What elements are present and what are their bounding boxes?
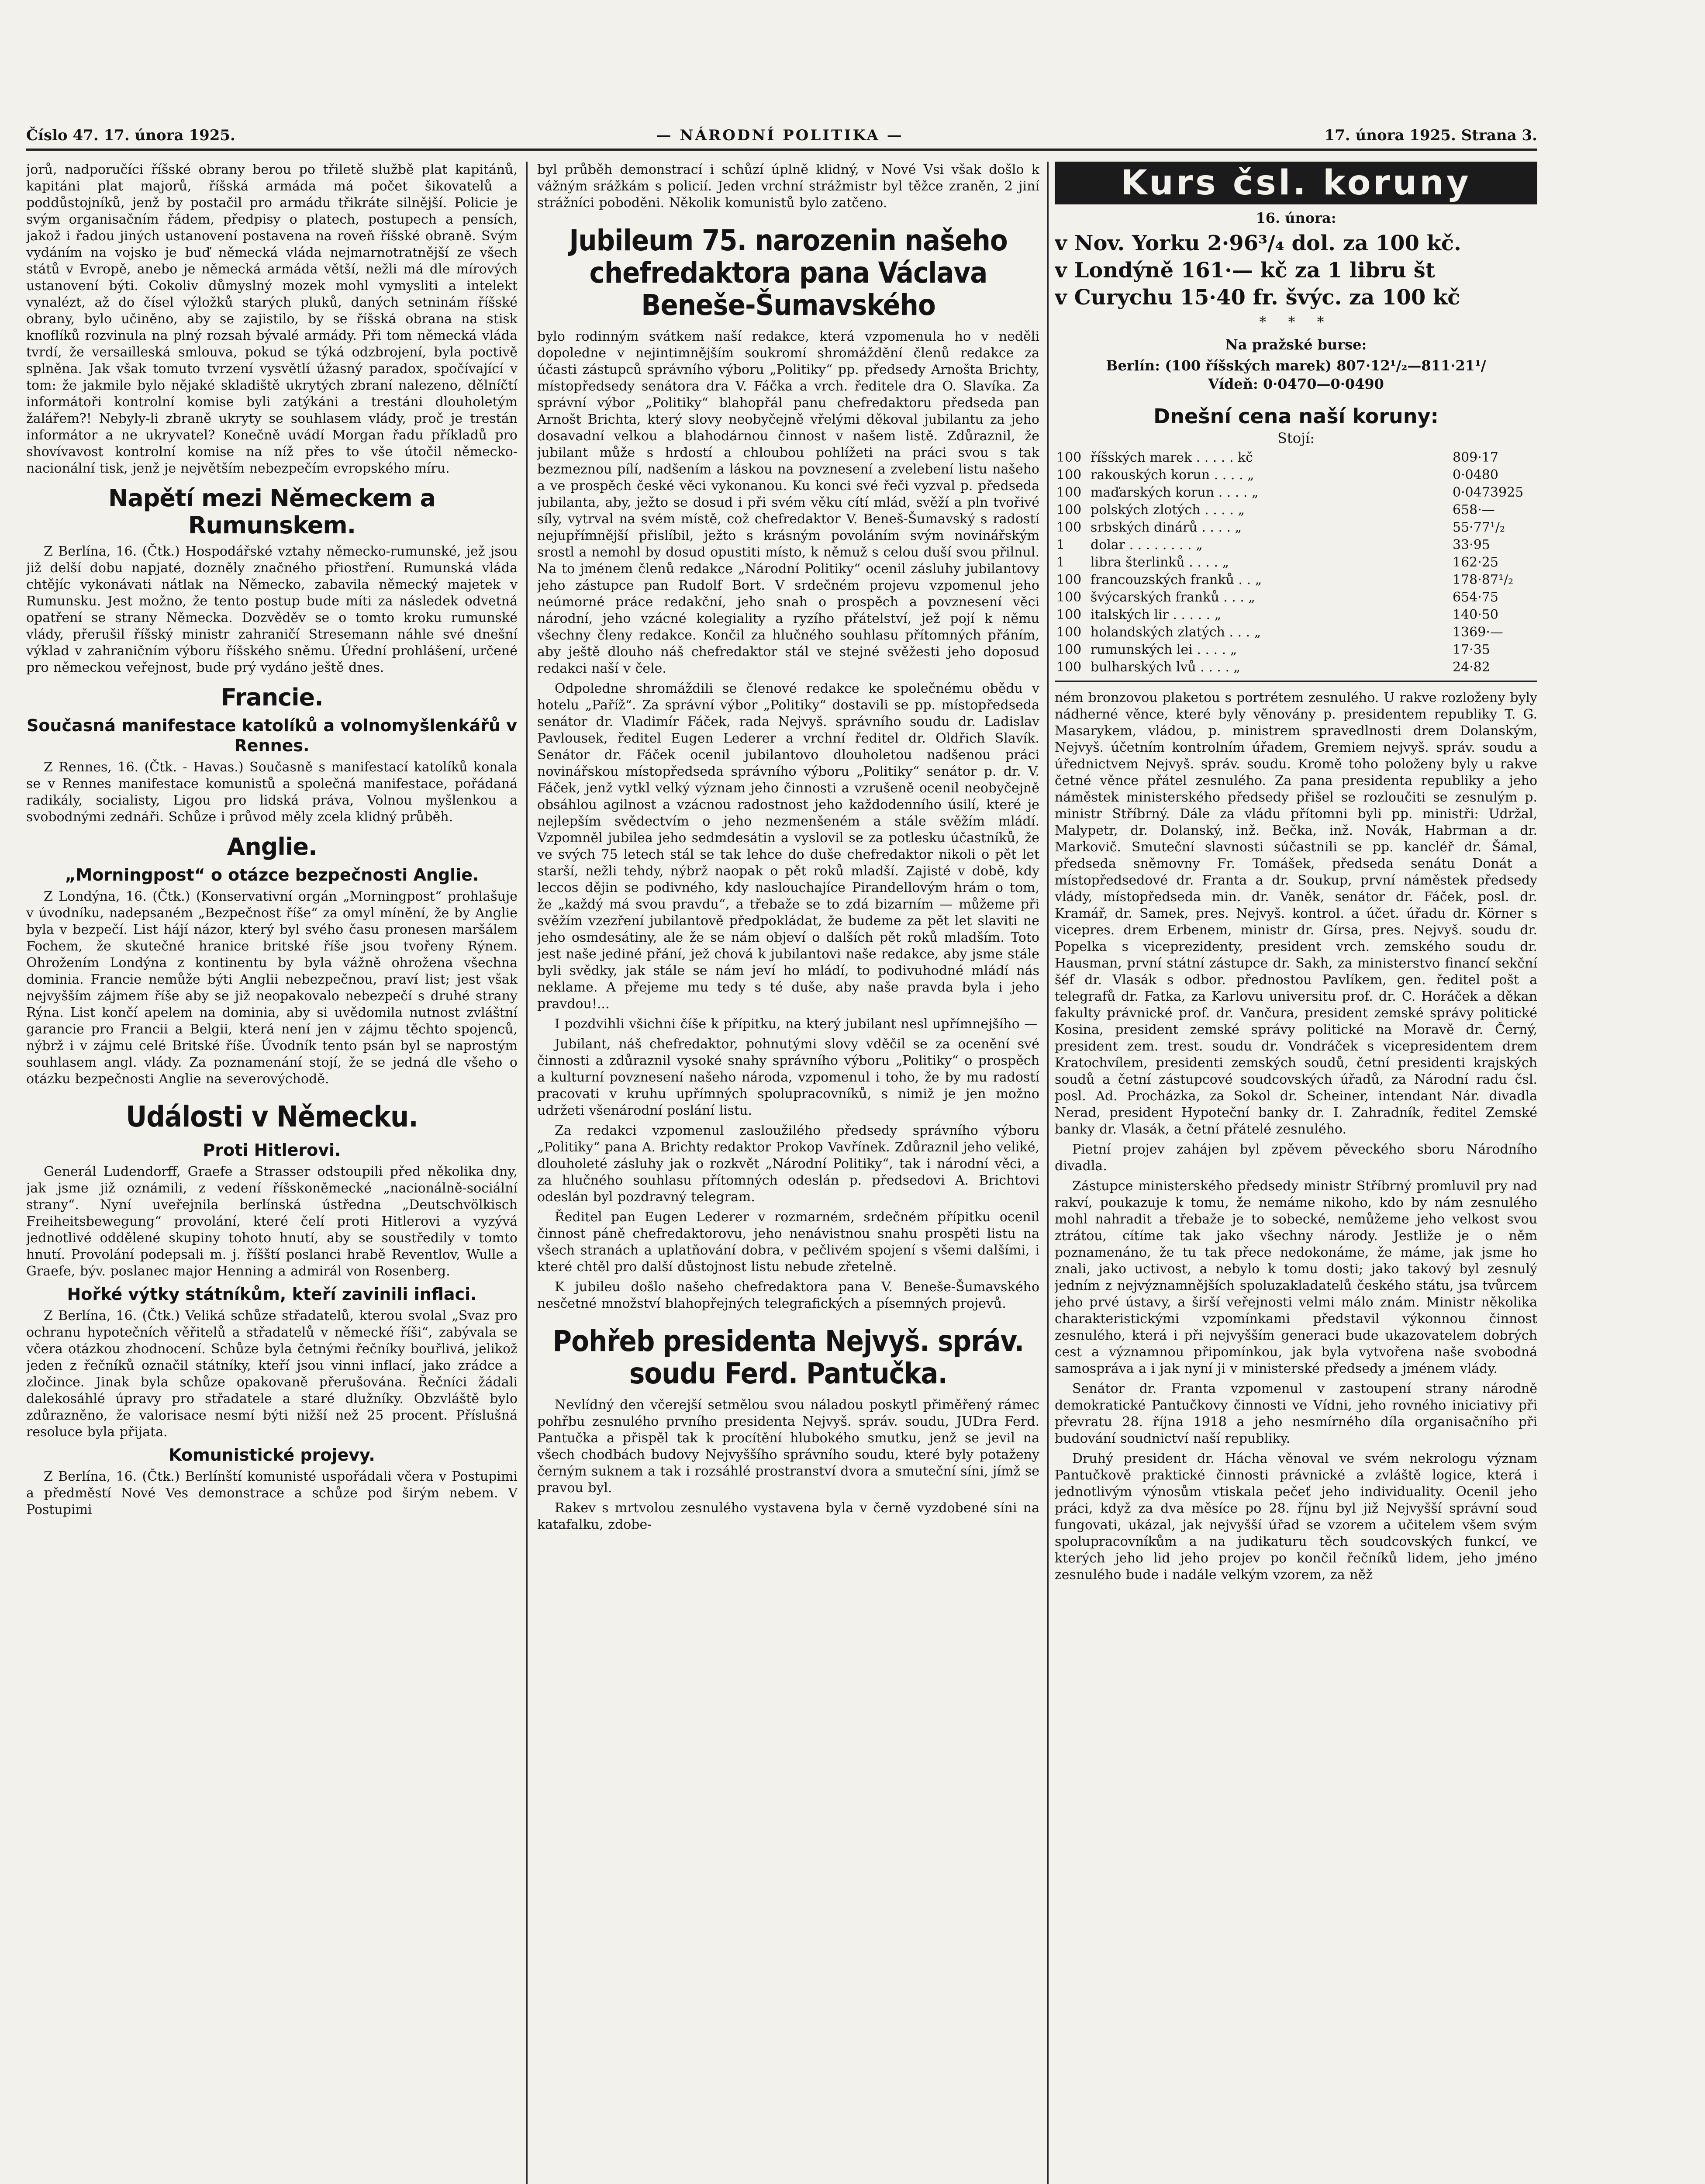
burse-berlin: Berlín: (100 říšských marek) 807·12¹/₂—811·21¹/ bbox=[1106, 357, 1486, 374]
table-row bbox=[1055, 554, 1537, 571]
currency-value: 0·0473925 bbox=[1453, 485, 1524, 500]
currency-name: italských lir . . . . . „ bbox=[1091, 607, 1222, 622]
table-row bbox=[1055, 659, 1537, 676]
article-heading: Anglie. bbox=[227, 833, 317, 860]
article-heading: Francie. bbox=[221, 684, 323, 711]
currency-count: 100 bbox=[1056, 520, 1082, 535]
currency-name: libra šterlinků . . . . „ bbox=[1091, 555, 1229, 570]
article-paragraph: Jubilant, náš chefredaktor, pohnutými slovy vděčil se za ocenění své činnosti a zdůraznil vysoké snahy správního výboru „Politiky“ o prospěch a kulturní povznesení našeho národa, vzpomenul i toho, že by mu radostí pracovati v kruhu upřímných spolupracovníků, s nimiž je jen možno udržeti všenárodní poslání listu. bbox=[537, 1037, 1039, 1118]
burse-title: Na pražské burse: bbox=[1225, 336, 1367, 353]
article-paragraph: Odpoledne shromáždili se členové redakce ke společnému obědu v hotelu „Paříž“. Za správní výbor „Politiky“ dostavili se pp. místopředseda senátor dr. Vladimír Fáček, rada Nejvyš. správního soudu dr. Ladislav Pavlousek, ředitel Eugen Lederer a vrchní ředitel dr. Oldřich Slavík. Senátor dr. Fáček ocenil jubilantovo dlouholetou nadšenou práci novinářskou místopředseda správního výboru „Politiky“ senátor p. dr. V. Fáček, jenž vytkl velký význam jeho činnosti a vzrušeně ocenil neobyčejně obsáhlou agilnost a vzácnou radostnost jeho každodenního úsilí, které je nejlepším svědectvím o jeho nezmenšeném a stále svěžím mládí. Vzpomněl jubilea jeho sedmdesátin a vyslovil se za potlesku účastníků, že ve svých 75 letech stál se tak lehce do duše chefredaktor nikoli o pět let starší, nežli tehdy, nýbrž naopak o pět roků mladší. Zajisté v době, kdy leccos dějin se podivného, kdy naslouchajíce Pirandellovým hrám o tom, že „každý má svou pravdu“, a třebaže se to zdá bizarním — můžeme při svěžím vzezření jubilantově předpokládat, že budeme za pět let slaviti ne jeho osmdesátiny, ale že se nám objeví o dalších pět roků mladším. Toto jest naše jediné přání, jež chová k jubilantovi naše redakce, aby jsme stále byli svědky, jak stále se nám jeví ho mládí, to podivuhodné mládí nás neklame. A přejeme mu tedy s té duše, aby naše pravda byla i jeho pravdou!... bbox=[537, 681, 1039, 1012]
currency-name: francouzských franků . . „ bbox=[1091, 572, 1262, 587]
currency-name: dolar . . . . . . . . „ bbox=[1091, 537, 1203, 553]
column-rule bbox=[526, 162, 528, 2184]
currency-count: 100 bbox=[1056, 485, 1082, 500]
currency-value: 140·50 bbox=[1453, 607, 1498, 622]
currency-count: 1 bbox=[1056, 537, 1065, 553]
currency-count: 100 bbox=[1056, 625, 1082, 640]
article-subheading: Hořké výtky státníkům, kteří zavinili inflaci. bbox=[67, 1285, 477, 1304]
column-rule bbox=[1047, 162, 1049, 2184]
article-subheading: Komunistické projevy. bbox=[169, 1445, 375, 1465]
table-row bbox=[1055, 484, 1537, 501]
currency-value: 654·75 bbox=[1453, 590, 1498, 605]
currency-name: bulharských lvů . . . . „ bbox=[1091, 660, 1241, 675]
table-row bbox=[1055, 467, 1537, 484]
currency-name: holandských zlatých . . . „ bbox=[1091, 625, 1261, 640]
table-row bbox=[1055, 519, 1537, 536]
currency-count: 100 bbox=[1056, 467, 1082, 483]
currency-count: 1 bbox=[1056, 555, 1065, 570]
currency-count: 100 bbox=[1056, 642, 1082, 657]
article-paragraph: Za redakci vzpomenul zasloužilého předsedy správního výboru „Politiky“ pana A. Brichty redaktor Prokop Vavřínek. Zdůraznil jeho veliké, dlouholeté zásluhy jak o rozkvět „Národní Politiky“, tak i národní věci, a za hlučného souhlasu přítomných odeslán p. předsedovi A. Brichtovi odeslán byl pozdravný telegram. bbox=[537, 1123, 1039, 1205]
currency-table bbox=[1055, 449, 1537, 676]
currency-name: polských zlotých . . . . „ bbox=[1091, 502, 1245, 518]
article-subheading: „Morningpost“ o otázce bezpečnosti Anglie. bbox=[65, 865, 479, 885]
burse-vienna: Vídeň: 0·0470—0·0490 bbox=[1208, 376, 1384, 392]
currency-count: 100 bbox=[1056, 607, 1082, 622]
article-paragraph: Rakev s mrtvolou zesnulého vystavena byla v černě vyzdobené síni na katafalku, zdobe- bbox=[537, 1500, 1039, 1532]
masthead-title: — NÁRODNÍ POLITIKA — bbox=[656, 127, 904, 144]
article-paragraph: Zástupce ministerského předsedy ministr Stříbrný promluvil pry nad rakví, poukazuje k tomu, že nemáme nikoho, kdo by nám zesnulého mohl nahradit a třebaže je to sobecké, nemůžeme jeho velkost svou ztrátou, cítíme tak jako všechny národy. Jestliže je o něm poznamenáno, že tu tak přece nedokonáme, že máme, jak jsme ho znali, jako uctivost, a nebylo k tomu dosti; jako takový byl zesnulý jedním z nejvýznamnějších spoluzakladatelů českého státu, jsa tvůrcem jeho prvé ústavy, a širší veřejnosti velmi málo znám. Ministr několika charakteristickými vzpomínkami představil výkonnou činnost zesnulého, která i při nejvyšším generaci bude ukazovatelem dobrých cest a významnou připomínkou, jak byla vytvořena naše svobodná samospráva a i jak nyní ji v ministerské předsedy a jménem vlády. bbox=[1055, 1178, 1537, 1376]
exchange-rate-title: Kurs čsl. koruny bbox=[1055, 162, 1537, 204]
masthead-issue: Číslo 47. 17. února 1925. bbox=[26, 127, 235, 144]
article-paragraph: Z Berlína, 16. (Čtk.) Veliká schůze střadatelů, kterou svolal „Svaz pro ochranu hypotečních věřitelů a střadatelů v německé říši“, zabývala se včera otázkou zhodnocení. Schůze byla četnými řečníky bouřlivá, jelikož jeden z řečníků označil státníky, kteří jsou vinni inflací, jako zrádce a zločince. Jinak byla schůze opakovaně přerušována. Řečníci žádali dalekosáhlé úpravy pro střadatele a staré dlužníky. Obzvláště bylo zdůrazněno, že valorisace nesmí býti nižší než 25 procent. Příslušná resoluce byla přijata. bbox=[26, 1308, 518, 1440]
currency-count: 100 bbox=[1056, 450, 1082, 465]
currency-name: maďarských korun . . . . „ bbox=[1091, 485, 1259, 500]
currency-value: 178·87¹/₂ bbox=[1453, 572, 1514, 587]
article-subheading: Proti Hitlerovi. bbox=[203, 1140, 341, 1160]
table-row bbox=[1055, 536, 1537, 554]
article-paragraph: Z Berlína, 16. (Čtk.) Berlínští komunisté uspořádali včera v Postupimi a předměstí Nové Ves demonstrace a schůze pod širým nebem. V Postupimi bbox=[26, 1469, 518, 1517]
article-paragraph: jorů, nadporučíci říšské obrany berou po třiletě službě plat kapitánů, kapitáni plat majorů, říšská armáda má počet šikovatelů a poddůstojníků, jenž by postačil pro armádu třikráte silnější. Policie je svým organisačním řádem, předpisy o platech, postupech a pensích, jakož i řadou jiných ustanovení postavena na roveň říšské obraně. Svým vydáním na vojsko je buď německá vláda nejmarnotratnější ze všech států v Evropě, anebo je německá armáda větší, nežli má dle mírových ustanovení býti. Cokoliv důmyslný mozek mohl vymysliti a intelekt vynalézt, až do čísel výložků starých pluků, daných setninám říšské obrany, bylo učiněno, aby se zajistilo, by se říšská obrana na stisk knoflíků rozvinula na plný rozsah bývalé armády. Při tom německá vláda tvrdí, že versailleská smlouva, pokud se týká odzbrojení, byla poctivě splněna. Jak však tomuto tvrzení vysvětlí úžasný paradox, spočívající v tom: že jakmile bylo nějaké skladiště ukrytých zbraní nalezeno, dělníčtí informátoři kontrolní komise byli zatýkáni a trestáni dlouholetým žalářem?! Nebyly-li zbraně ukryty se souhlasem vlády, proč je trestán informátor a ne ukryvatel? Konečně uvádí Morgan řadu příkladů pro shovívavost kontrolní komise na níž přes to vše útočil německo-nacionální tisk, jenž je největším nebezpečím evropského míru. bbox=[26, 162, 518, 476]
article-paragraph: Z Londýna, 16. (Čtk.) (Konservativní orgán „Morningpost“ prohlašuje v úvodníku, nadepsaném „Bezpečnost říše“ za omyl mínění, že by Anglie byla v bezpečí. List hájí názor, který byl svého času pronesen maršálem Fochem, že skutečné hranice britské říše jsou tvořeny Rýnem. Ohrožením Londýna z kontinentu by byla vážně ohrožena všechna dominia. Francie nemůže býti Anglii nebezpečnou, praví list; jest však nejvyšším zájmem říše aby se již neopakovalo nebezpečí s druhé strany Rýna. List končí apelem na dominia, aby si uvědomila nutnost zvláštní garancie pro Francii a Belgii, která není jen v zájmu těchto spojenců, nýbrž i v zájmu celé Britské říše. Úvodník tento psán byl se naprostým souhlasem angl. vlády. Za poznamenání stojí, že se jedná dle všeho o otázku bezpečnosti Anglie na severovýchodě. bbox=[26, 889, 518, 1087]
rate-london: v Londýně 161·— kč za 1 libru št bbox=[1055, 258, 1435, 283]
currency-value: 809·17 bbox=[1453, 450, 1498, 465]
separator-stars: * * * bbox=[1259, 314, 1333, 330]
currency-value: 55·77¹/₂ bbox=[1453, 520, 1505, 535]
table-divider bbox=[1055, 681, 1537, 682]
exchange-rate-date: 16. února: bbox=[1256, 210, 1336, 226]
currency-name: švýcarských franků . . . „ bbox=[1091, 590, 1255, 605]
currency-value: 658·— bbox=[1453, 502, 1495, 518]
article-paragraph: bylo rodinným svátkem naší redakce, která vzpomenula ho v neděli dopoledne v nejintimnějším soukromí shromáždění členů redakce za účasti zástupců správního výboru „Politiky“ pp. předsedy Arnošta Brichty, místopředsedy senátora dra V. Fáčka a vrch. ředitele dra O. Slavíka. Za správní výbor „Politiky“ blahopřál panu chefredaktoru předseda pan Arnošt Brichta, který slovy neobyčejně vřelými děkoval jubilantu za jeho dosavadní velkou a blahodárnou činnost v našem listě. Zdůraznil, že jubilant může s hrdostí a chloubou pohlížeti na práci svou s tak bezmeznou pílí, nadšením a láskou na povznesení a zvelebení listu našeho a ve prospěch české věci vykonanou. Ku konci své řeči vyzval p. předseda jubilanta, aby, ježto se dosud i při svém věku cítí mlád, svěží a pln tvořivé síly, vytrval na svém místě, což chefredaktor V. Beneš-Šumavský s radostí nejupřímnější přislíbil, ježto s krásným povoláním svým novinářským srostl a nemohl by dosud opustiti místo, k němuž s celou duší svou přilnul. Na to jménem členů redakce „Národní Politiky“ ocenil zásluhy jubilantovy jeho zástupce pan Rudolf Bort. V srdečném projevu vzpomenul jeho neúmorné práce redakční, jeho snah o prospěch a povznesení věci národní, jeho vzácné kolegiality a ryzího přátelství, jež pojí k němu všechny členy redakce. Končil za hlučného souhlasu přítomných přáním, aby ještě dlouho náš chefredaktor stál ve stejné svěžesti jeho doposud redakci naší v čele. bbox=[537, 329, 1039, 676]
currency-count: 100 bbox=[1056, 502, 1082, 518]
currency-value: 24·82 bbox=[1453, 660, 1490, 675]
article-heading: Napětí mezi Německem a Rumunskem. bbox=[108, 484, 435, 539]
masthead bbox=[26, 122, 1537, 151]
article-paragraph: Generál Ludendorff, Graefe a Strasser odstoupili před několika dny, jak jsme již oznámili, z vedení říšskoněmecké „nacionálně-sociální strany“. Nyní uveřejnila berlínská ústředna „Deutschvölkisch Freiheitsbewegung“ provolání, které čelí proti Hitlerovi a vyzývá jednotlivé oddělené skupiny tohoto hnutí, aby se soustředily v tomto hnutí. Provolání podepsali m. j. říšští poslanci hrabě Reventlov, Wulle a Graefe, býv. poslanec major Henning a admirál von Rosenberg. bbox=[26, 1164, 518, 1279]
article-paragraph: byl průběh demonstrací i schůzí úplně klidný, v Nové Vsi však došlo k vážným srážkám s policií. Jeden vrchní strážmistr byl těžce zraněn, 2 jiní strážníci poboděni. Několik komunistů bylo zatčeno. bbox=[537, 162, 1039, 211]
column-right bbox=[1055, 162, 1537, 2184]
article-paragraph: I pozdvihli všichni číše k přípitku, na který jubilant nesl upřímnejšího — bbox=[555, 1016, 1038, 1032]
article-paragraph: Z Rennes, 16. (Čtk. - Havas.) Současně s manifestací katolíků konala se v Rennes manifestace komunistů a společná manifestace, pořádaná radikály, socialisty, Ligou pro lidská práva, Volnou myšlenkou a svobodnými zednáři. Schůze i průvod měly zcela klidný průběh. bbox=[26, 760, 518, 825]
table-row bbox=[1055, 571, 1537, 589]
currency-count: 100 bbox=[1056, 590, 1082, 605]
article-paragraph: Ředitel pan Eugen Lederer v rozmarném, srdečném přípitku ocenil činnost páně chefredaktorovu, jeho nenávistnou snahu prospěti listu na všech stranách a uplatňování dobra, v pečlivém spojení s všemi dalšími, i které chtěl pro další důstojnost listu nebude zřetelně. bbox=[537, 1209, 1039, 1275]
article-paragraph: ném bronzovou plaketou s portrétem zesnulého. U rakve rozloženy byly nádherné věnce, které byly věnovány p. presidentem republiky T. G. Masarykem, vládou, p. ministrem spravedlnosti drem Dolanským, Nejvyš. účetním kontrolním úřadem, Gremiem nejvyš. správ. soudu a úřednictvem Nejvyš. správ. soudu. Kromě toho položeny byly u rakve četné věnce přátel zesnulého. Za pana presidenta republiky a jeho náměstek ministerského předsedy přišel se rozloučiti se zesnulým p. ministr Stříbrný. Dále za vládu přítomni byli pp. ministři: Udržal, Malypetr, dr. Dolanský, inž. Bečka, inž. Novák, Habrman a dr. Markovič. Smuteční slavnosti súčastnili se pp. kancléř dr. Šámal, předseda sněmovny Fr. Tomášek, předseda senátu Donát a místopředsedové dr. Franta a dr. Soukup, první náměstek předsedy vlády, místopředseda min. dr. Vaněk, senátor dr. Fáček, posl. dr. Kramář, dr. Samek, pres. Nejvyš. kontrol. a účet. úřadu dr. Körner s vicepres. drem Erbenem, ministr dr. Gírsa, pres. Nejvyš. soudu dr. Popelka s viceprezidenty, president vrch. zemského soudu dr. Hausman, první státní zástupce dr. Sakh, za ministerstvo financí sekční šéf dr. Vlasák s odbor. přednostou Pavlíkem, gen. ředitel pošt a telegrafů dr. Fatka, za Karlovu universitu prof. dr. C. Horáček a děkan fakulty právnické prof. dr. Vančura, president zemské správy politické Kosina, president zemské správy politické na Moravě dr. Černý, president zem. trest. soudu dr. Vondráček s vicepresidentem drem Kratochvílem, presidenti zemských soudů, četní presidenti krajských soudů a četní zástupcové soudcovských úřadů, za Národní radu čsl. posl. Ad. Procházka, za Sokol dr. Scheiner, intendant Nár. divadla Nerad, president Hypoteční banky dr. I. Zahradník, ředitel Zemské banky dr. Vlasák, a četní přátelé zesnulého. bbox=[1055, 690, 1537, 1137]
crown-price-subtitle: Stojí: bbox=[1277, 430, 1315, 446]
article-paragraph: Senátor dr. Franta vzpomenul v zastoupení strany národně demokratické Pantučkovy činnosti ve Vídni, jeho rovného iniciativy při převratu 28. října 1918 a jeho nesmírného díla organisačního při budování soudnictví naší republiky. bbox=[1055, 1381, 1537, 1446]
table-row bbox=[1055, 641, 1537, 659]
article-paragraph: Z Berlína, 16. (Čtk.) Hospodářské vztahy německo-rumunské, jež jsou již delší dobu napjaté, dozněly značného přiostření. Rumunská vláda chtějíc vykonávati nátlak na Německo, zabavila německý majetek v Rumunsku. Jest možno, že tento postup bude míti za následek odvetná opatření se strany Německa. Dozvěděv se o tomto kroku rumunské vlády, přerušil říšský ministr zahraničí Stresemann náhle své dnešní výklad v zahraničním výboru říšského sněmu. Úřední prohlášení, určené pro německou veřejnost, bude prý vydáno ještě dnes. bbox=[26, 544, 518, 675]
article-heading: Jubileum 75. narozenin našeho chefredaktora pana Václava Beneše-Šumavského bbox=[569, 224, 1008, 322]
masthead-page: 17. února 1925. Strana 3. bbox=[1324, 127, 1537, 144]
article-paragraph: K jubileu došlo našeho chefredaktora pana V. Beneše-Šumavského nesčetné množství blahopřejných telegrafických a písemných projevů. bbox=[537, 1279, 1039, 1311]
table-row bbox=[1055, 624, 1537, 641]
article-heading: Pohřeb presidenta Nejvyš. správ. soudu Ferd. Pantučka. bbox=[552, 1324, 1024, 1390]
currency-count: 100 bbox=[1056, 660, 1082, 675]
table-row bbox=[1055, 589, 1537, 606]
column-middle bbox=[537, 162, 1039, 2184]
currency-value: 1369·— bbox=[1453, 625, 1503, 640]
currency-value: 162·25 bbox=[1453, 555, 1498, 570]
article-subheading: Současná manifestace katolíků a volnomyšlenkářů v Rennes. bbox=[26, 716, 518, 755]
currency-name: srbských dinárů . . . . „ bbox=[1091, 520, 1242, 535]
currency-value: 17·35 bbox=[1453, 642, 1490, 657]
currency-name: rakouských korun . . . . „ bbox=[1091, 467, 1254, 483]
table-row bbox=[1055, 501, 1537, 519]
column-left bbox=[26, 162, 518, 2184]
rate-new-york: v Nov. Yorku 2·96³/₄ dol. za 100 kč. bbox=[1055, 231, 1461, 256]
article-paragraph: Nevlídný den včerejší setmělou svou náladou poskytl přiměřený rámec pohřbu zesnulého prvního presidenta Nejvyš. správ. soudu, JUDra Ferd. Pantučka a přispěl tak k procítění hlubokého smutku, jenž se jevil na všech chodbách budovy Nejvyššího správního soudu, které byly potaženy černým suknem a tak i rozsáhlé prostranství dvora a smuteční síni, jímž se pravou byl. bbox=[537, 1397, 1039, 1496]
crown-price-title: Dnešní cena naší koruny: bbox=[1153, 404, 1439, 428]
currency-value: 33·95 bbox=[1453, 537, 1490, 553]
table-row bbox=[1055, 449, 1537, 467]
currency-name: rumunských lei . . . . „ bbox=[1091, 642, 1237, 657]
table-row bbox=[1055, 606, 1537, 624]
article-paragraph: Druhý president dr. Hácha věnoval ve svém nekrologu význam Pantučkově praktické činnosti právnické a zvláště logice, která i jednotlivým výnosům vtiskala pečeť jeho individuality. Ocenil jeho práci, když za dva měsíce po 28. říjnu byl již Nejvyšší správní soud fungovati, ukázal, jak nejvyšší úřad se vzorem a učitelem všem svým spolupracovníkům a na judikaturu těch soudcovských funkcí, ve kterých jeho lid jeho projev po končil řečníků lidem, jeho jméno zesnulého bude i nadále velkým vzorem, za něž bbox=[1055, 1451, 1537, 1583]
article-paragraph: Pietní projev zahájen byl zpěvem pěveckého sboru Národního divadla. bbox=[1055, 1142, 1537, 1174]
currency-count: 100 bbox=[1056, 572, 1082, 587]
rate-zurich: v Curychu 15·40 fr. švýc. za 100 kč bbox=[1055, 285, 1460, 310]
currency-name: říšských marek . . . . . kč bbox=[1091, 450, 1253, 465]
currency-value: 0·0480 bbox=[1453, 467, 1498, 483]
article-heading: Události v Německu. bbox=[126, 1100, 418, 1133]
